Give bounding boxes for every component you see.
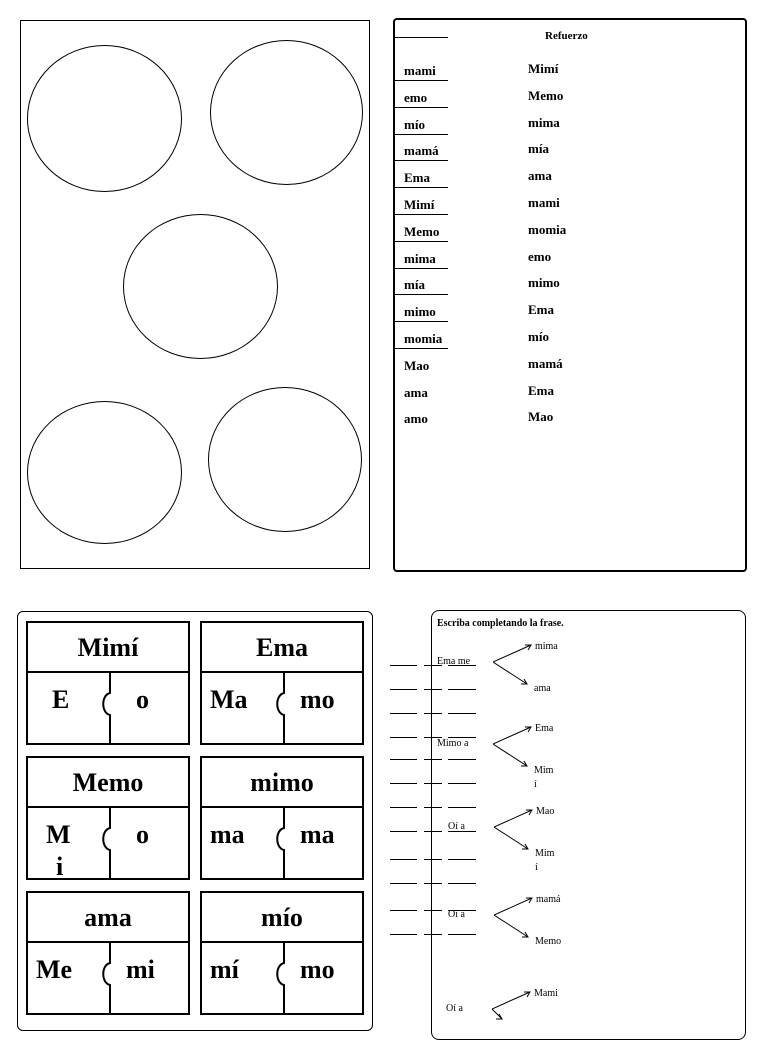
ref-write-line [395,80,448,81]
ref-left-word: mío [404,116,425,132]
puzzle-left-syllable: Ma [210,685,248,714]
ref-left-word: momia [404,331,443,346]
circle-top-left [27,45,182,192]
ref-write-line [395,187,448,188]
frase-option: Mao [536,806,555,817]
frase-write-line [448,883,476,884]
ref-right-word: Mimí [528,61,559,76]
frase-write-line [424,689,442,690]
frase-write-line [424,713,442,714]
puzzle-right-syllable: mo [300,955,335,984]
ref-top-line [395,37,448,38]
circle-bottom-right [208,387,362,532]
puzzle-word: mío [202,893,362,943]
frase-write-line [390,665,417,666]
ref-left-word: mami [404,63,436,78]
frase-write-line [424,759,442,760]
frase-write-line [448,713,476,714]
puzzle-pieces [28,808,188,881]
frase-write-line [424,883,442,884]
circle-center [123,214,278,359]
puzzle-word: ama [28,893,188,943]
ref-write-line [395,348,448,349]
frase-write-line [390,910,417,911]
ref-left-word: amo [404,411,428,427]
puzzle-left-syllable: E [52,685,70,714]
frase-write-line [390,934,417,935]
ref-left-word: Mao [404,357,430,373]
frase-write-line [424,783,442,784]
ref-left-word: Ema [404,170,430,186]
ref-left-word: mimo [404,304,436,320]
puzzle-connector [98,808,122,878]
frase-write-line [390,783,417,784]
puzzle-connector [272,943,296,1013]
puzzle-pieces [202,943,362,1013]
frase-write-line [424,807,442,808]
frase-write-line [390,807,417,808]
frase-option: Ema [535,723,554,734]
puzzle-connector [98,673,122,743]
puzzle-left-syllable-tail: i [56,852,64,881]
frase-write-line [390,883,417,884]
frase-write-line [424,831,442,832]
ref-right-word: Ema [528,382,554,398]
frase-write-line [390,689,417,690]
puzzle-word: mimo [202,758,362,808]
frase-write-line [424,910,442,911]
frase-write-line [448,783,476,784]
frase-option: Mami [534,988,558,999]
frase-write-line [390,831,417,832]
frase-write-line [390,713,417,714]
ref-write-line [395,268,448,269]
ref-write-line [395,241,448,242]
frase-write-line [390,737,417,738]
puzzle-card [26,891,190,1015]
puzzle-connector [98,943,122,1013]
ref-left-word: Mimí [404,197,435,212]
ref-left-word: mima [404,250,436,266]
ref-right-word: mimo [528,275,560,291]
puzzle-pieces [202,673,362,743]
ref-right-word: Ema [528,302,554,318]
puzzle-right-syllable: o [136,685,149,714]
frase-write-line [448,934,476,935]
frase-write-line [424,934,442,935]
frase-option: ama [534,683,551,694]
frase-write-line [424,859,442,860]
puzzle-right-syllable: o [136,820,149,849]
ref-right-word: Memo [528,87,564,103]
frase-option: Memo [535,936,562,947]
ref-right-word: mami [528,195,560,210]
puzzle-word: Mimí [28,623,188,673]
frase-stem: Oí a [448,821,465,832]
circles-panel [20,20,370,569]
puzzle-left-syllable: M [46,820,71,849]
ref-left-word: Memo [404,223,440,239]
ref-write-line [395,321,448,322]
frase-write-line [448,689,476,690]
puzzle-card [26,621,190,745]
puzzle-pieces [202,808,362,878]
frase-option: Mim í [534,765,554,790]
ref-write-line [395,160,448,161]
puzzle-pieces [28,943,188,1013]
puzzle-left-syllable: mí [210,955,239,984]
ref-right-word: momia [528,221,567,237]
frase-stem: Oí a [448,909,465,920]
frase-title: Escriba completando la frase. [437,618,564,629]
puzzle-right-syllable: mo [300,685,335,714]
ref-write-line [395,294,448,295]
puzzle-left-syllable: Me [36,955,73,984]
refuerzo-title: Refuerzo [545,30,588,42]
puzzle-right-syllable: ma [300,820,335,849]
puzzle-card [26,756,190,880]
circle-top-right [210,40,363,185]
frase-write-line [448,859,476,860]
ref-left-word: mamá [404,143,439,159]
frase-stem: Ema me [437,656,471,667]
ref-write-line [395,107,448,108]
ref-right-word: mío [528,329,549,344]
frase-write-line [448,807,476,808]
frase-write-line [448,759,476,760]
ref-left-word: emo [404,89,428,105]
frase-option: mima [535,641,558,652]
frase-write-line [390,859,417,860]
puzzle-panel [17,611,373,1031]
puzzle-right-syllable: mi [126,955,155,984]
puzzle-card [200,891,364,1015]
ref-right-word: mima [528,114,560,130]
frase-option: mamá [536,894,561,905]
frase-panel [431,610,746,1040]
puzzle-word: Memo [28,758,188,808]
ref-right-word: emo [528,248,552,264]
puzzle-connector [272,673,296,743]
puzzle-connector [272,808,296,878]
ref-right-word: ama [528,168,552,184]
puzzle-left-syllable: ma [210,820,245,849]
puzzle-word: Ema [202,623,362,673]
ref-left-word: mía [404,277,425,293]
ref-right-word: mamá [528,355,563,371]
frase-write-line [390,759,417,760]
frase-stem: Mimo a [437,738,469,749]
ref-write-line [395,214,448,215]
ref-write-line [395,134,448,135]
ref-right-word: mía [528,141,549,157]
puzzle-card [200,756,364,880]
ref-right-word: Mao [528,409,554,425]
frase-stem: Oí a [446,1003,463,1014]
refuerzo-panel [393,18,747,572]
puzzle-pieces [28,673,188,743]
puzzle-card [200,621,364,745]
ref-left-word: ama [404,384,428,400]
circle-bottom-left [27,401,182,544]
frase-option: Mim í [535,848,555,873]
